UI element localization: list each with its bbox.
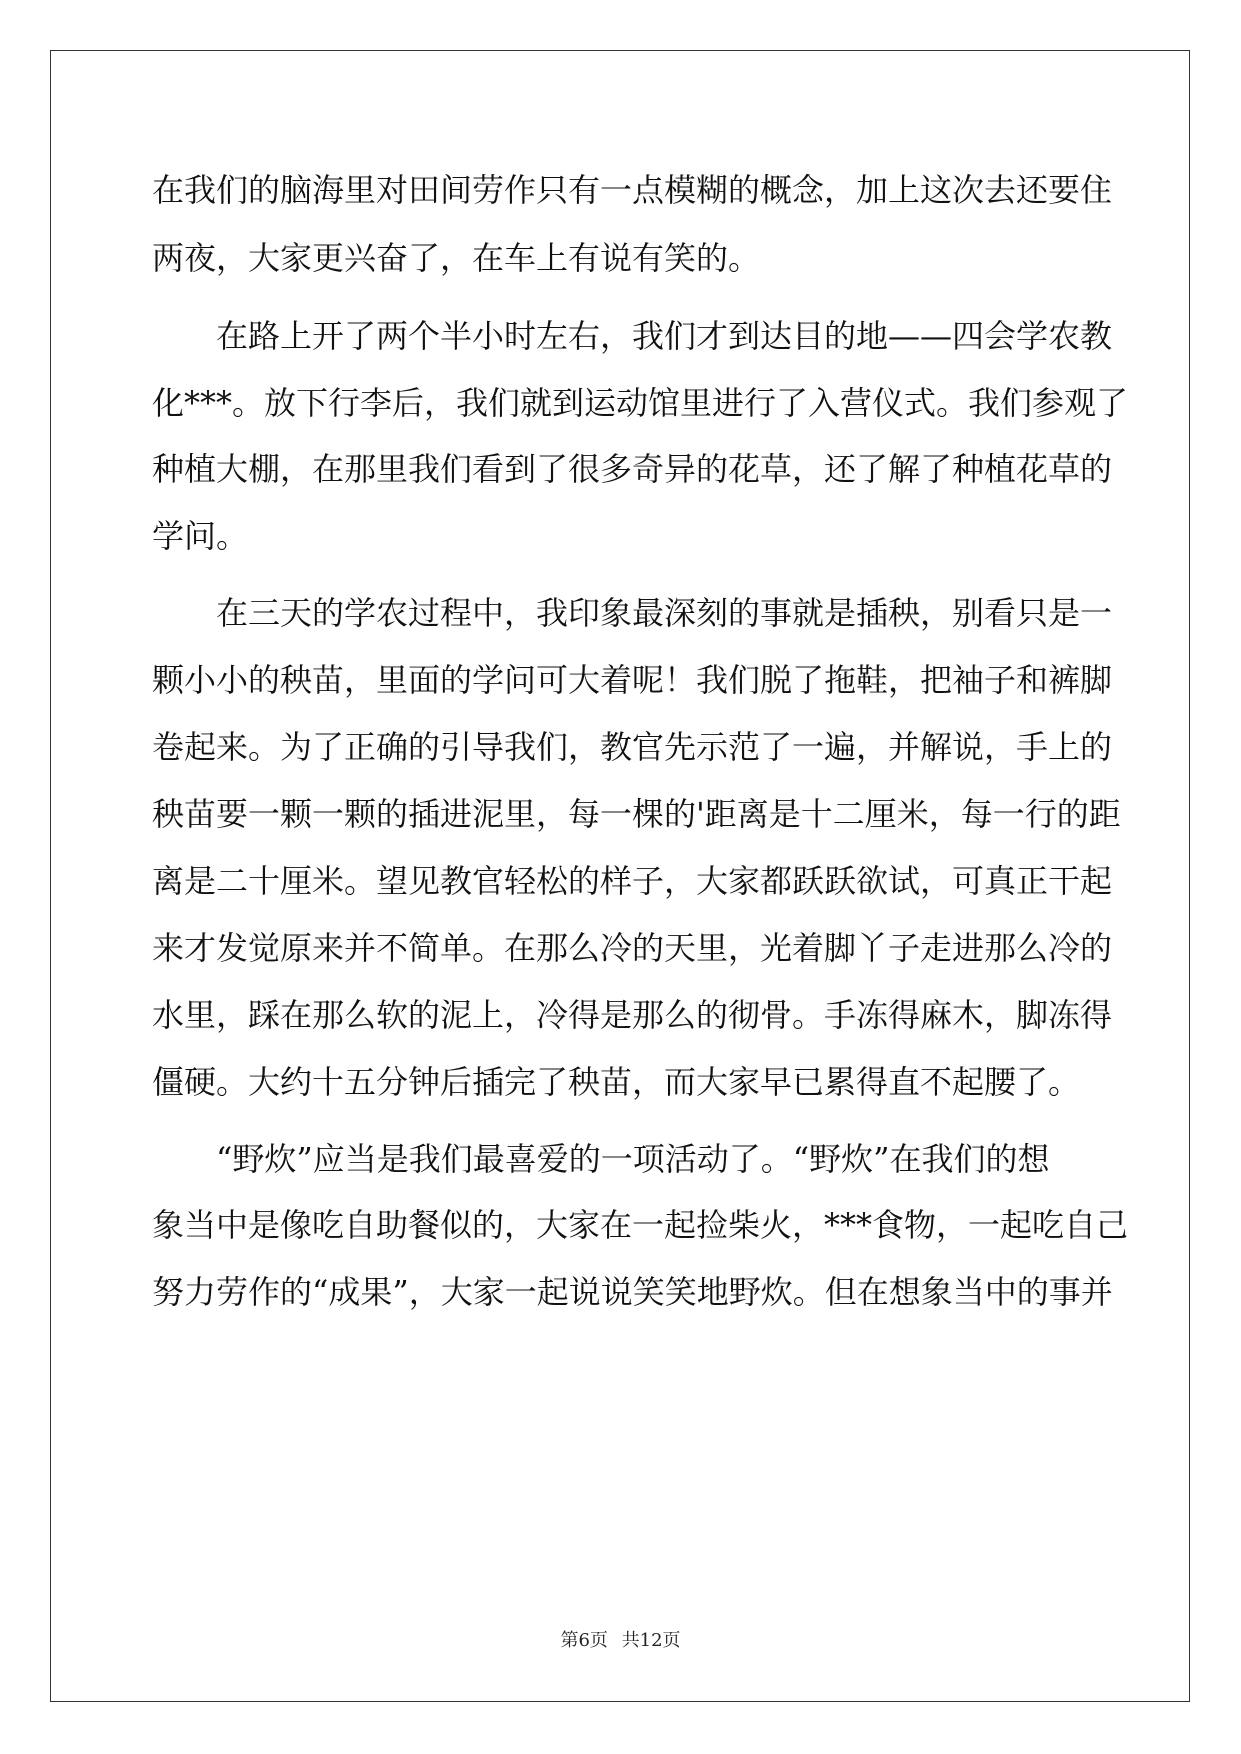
page-footer: [0, 1626, 1241, 1652]
text-line: 在我们的脑海里对田间劳作只有一点模糊的概念，加上这次去还要住: [152, 171, 1113, 209]
text-line: 化***。放下行李后，我们就到运动馆里进行了入营仪式。我们参观了: [152, 384, 1129, 422]
text-line: “野炊”应当是我们最喜爱的一项活动了。“野炊”在我们的想: [152, 1140, 1050, 1178]
text-line: 水里，踩在那么软的泥上，冷得是那么的彻骨。手冻得麻木，脚冻得: [152, 996, 1113, 1034]
page-total: 共12页: [621, 1630, 681, 1651]
text-line: 卷起来。为了正确的引导我们，教官先示范了一遍，并解说，手上的: [152, 728, 1113, 766]
text-line: 种植大棚，在那里我们看到了很多奇异的花草，还了解了种植花草的: [152, 450, 1113, 488]
text-line: 在三天的学农过程中，我印象最深刻的事就是插秧，别看只是一: [152, 594, 1113, 632]
page-number: 第6页: [560, 1630, 608, 1651]
text-line: 离是二十厘米。望见教官轻松的样子，大家都跃跃欲试，可真正干起: [152, 862, 1113, 900]
text-line: 颗小小的秧苗，里面的学问可大着呢！我们脱了拖鞋，把袖子和裤脚: [152, 661, 1113, 699]
text-line: 象当中是像吃自助餐似的，大家在一起捡柴火，***食物，一起吃自己: [152, 1206, 1129, 1244]
text-line: 秧苗要一颗一颗的插进泥里，每一棵的'距离是十二厘米，每一行的距: [152, 795, 1121, 833]
text-line: 在路上开了两个半小时左右，我们才到达目的地——四会学农教: [152, 317, 1113, 355]
text-line: 来才发觉原来并不简单。在那么冷的天里，光着脚丫子走进那么冷的: [152, 929, 1113, 967]
text-line: 学问。: [152, 517, 249, 555]
text-line: 努力劳作的“成果”，大家一起说说笑笑地野炊。但在想象当中的事并: [152, 1273, 1113, 1311]
text-line: 僵硬。大约十五分钟后插完了秧苗，而大家早已累得直不起腰了。: [152, 1063, 1081, 1101]
text-line: 两夜，大家更兴奋了，在车上有说有笑的。: [152, 239, 761, 277]
